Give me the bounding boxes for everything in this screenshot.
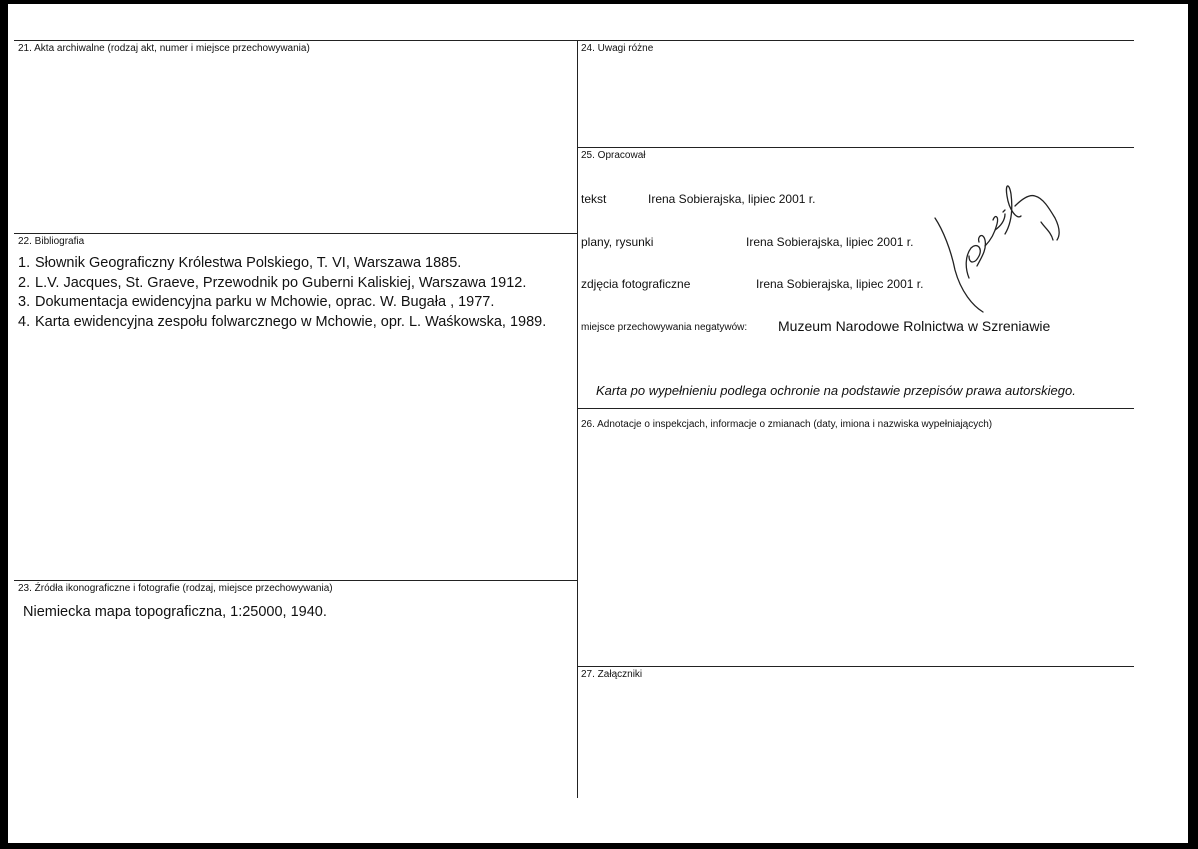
rule-27 bbox=[577, 666, 1134, 667]
author-row-value: Irena Sobierajska, lipiec 2001 r. bbox=[746, 235, 914, 249]
bibliography-text: Dokumentacja ewidencyjna parku w Mchowie, oprac. W. Bugała , 1977. bbox=[35, 294, 495, 310]
bibliography-number: 2. bbox=[18, 274, 31, 291]
author-row-key: tekst bbox=[581, 192, 607, 206]
scan-edge-bottom bbox=[0, 843, 1198, 849]
author-row-key: plany, rysunki bbox=[581, 235, 654, 249]
bibliography-item bbox=[18, 293, 570, 313]
bibliography-number: 4. bbox=[18, 313, 31, 330]
iconographic-source: Niemiecka mapa topograficzna, 1:25000, 1940. bbox=[23, 604, 327, 620]
author-row-value: Irena Sobierajska, lipiec 2001 r. bbox=[756, 277, 924, 291]
scan-edge-right bbox=[1188, 0, 1198, 849]
bibliography-number: 3. bbox=[18, 294, 31, 310]
section-24-label: 24. Uwagi różne bbox=[581, 43, 654, 54]
bibliography-text: Słownik Geograficzny Królestwa Polskiego, T. VI, Warszawa 1885. bbox=[35, 255, 462, 271]
bibliography-item bbox=[18, 274, 570, 294]
bibliography-text: Karta ewidencyjna zespołu folwarcznego w Mchowie, opr. L. Waśkowska, 1989. bbox=[35, 313, 547, 330]
rule-25 bbox=[577, 147, 1134, 148]
scan-edge-top bbox=[0, 0, 1198, 4]
rule-22 bbox=[14, 233, 577, 234]
section-21-label: 21. Akta archiwalne (rodzaj akt, numer i miejsce przechowywania) bbox=[18, 43, 310, 54]
top-rule bbox=[14, 40, 1134, 41]
scan-edge-left bbox=[0, 0, 8, 849]
negatives-location-value: Muzeum Narodowe Rolnictwa w Szreniawie bbox=[778, 318, 1051, 334]
section-25-label: 25. Opracował bbox=[581, 150, 646, 161]
negatives-location-label: miejsce przechowywania negatywów: bbox=[581, 322, 748, 333]
column-divider bbox=[577, 40, 578, 798]
section-23-label: 23. Źródła ikonograficzne i fotografie (rodzaj, miejsce przechowywania) bbox=[18, 583, 333, 594]
bibliography-item bbox=[18, 254, 570, 274]
author-row-value: Irena Sobierajska, lipiec 2001 r. bbox=[648, 192, 816, 206]
bibliography-text: L.V. Jacques, St. Graeve, Przewodnik po Guberni Kaliskiej, Warszawa 1912. bbox=[35, 274, 527, 291]
section-27-label: 27. Załączniki bbox=[581, 669, 643, 680]
section-22-label: 22. Bibliografia bbox=[18, 236, 85, 247]
handwritten-signature-icon bbox=[925, 170, 1065, 320]
bibliography-number: 1. bbox=[18, 255, 31, 271]
bibliography-item bbox=[18, 313, 570, 333]
bibliography-list bbox=[18, 254, 570, 332]
rule-26 bbox=[577, 408, 1134, 409]
section-26-label: 26. Adnotacje o inspekcjach, informacje o zmianach (daty, imiona i nazwiska wypełniających) bbox=[581, 419, 993, 430]
rule-23 bbox=[14, 580, 577, 581]
copyright-note: Karta po wypełnieniu podlega ochronie na podstawie przepisów prawa autorskiego. bbox=[596, 383, 1076, 398]
author-row-key: zdjęcia fotograficzne bbox=[581, 277, 691, 291]
